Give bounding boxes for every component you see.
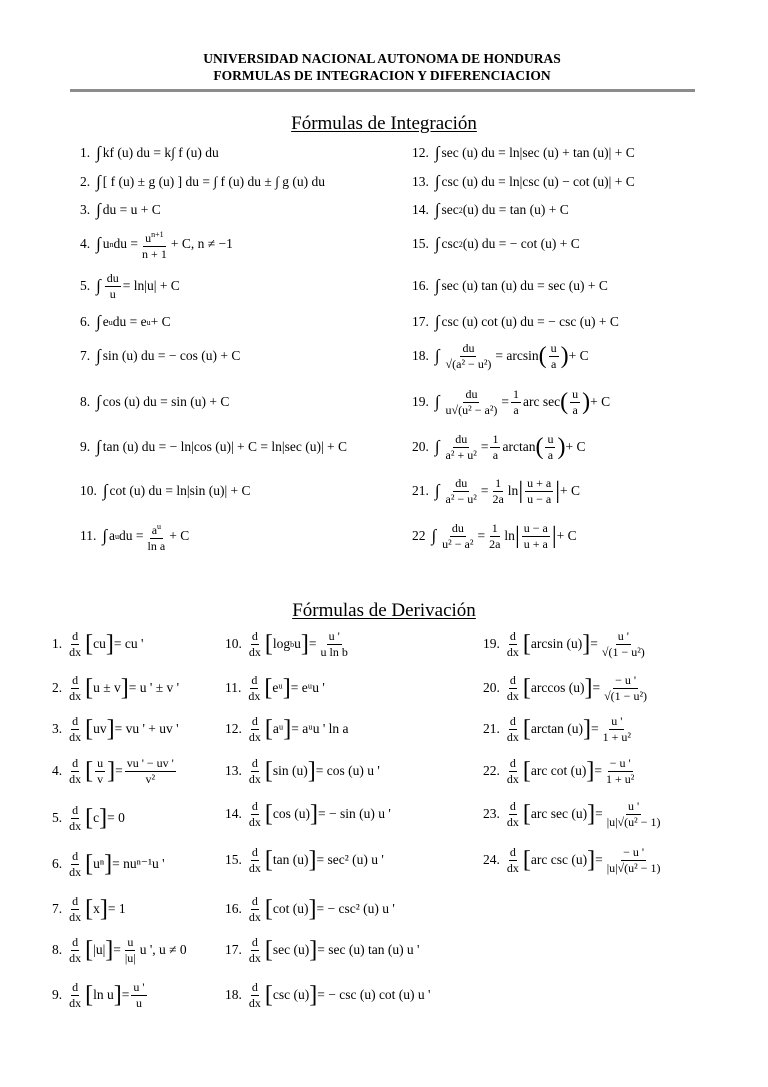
integral-formula-22: 22 ∫ $\frac{du}{\text{u² − a²}}$ = $\frac{1}{2a}$ ln | $\frac{u - a}{u + a}$ | + C (412, 520, 577, 551)
derivative-formula-13: 13. d dx [ sin (u) ] = cos (u) u ' (225, 755, 380, 786)
integral-formula-12: 12. ∫ sec (u) du = ln|sec (u) + tan (u)| + C (412, 143, 635, 162)
integral-formula-3: 3. ∫ du = u + C (80, 200, 161, 219)
derivative-formula-21: 21. d dx [ arctan (u) ] = $\frac{u '}{\text{1 + u²}}$ (483, 713, 631, 744)
integral-formula-13: 13. ∫ csc (u) du = ln|csc (u) − cot (u)| + C (412, 172, 635, 191)
header-university: UNIVERSIDAD NACIONAL AUTONOMA DE HONDURAS (203, 51, 561, 66)
derivative-formula-11: 11. d dx [ eᵘ ] = eᵘu ' (225, 672, 325, 703)
header-divider (70, 89, 695, 92)
derivative-formula-22: 22. d dx [ arc cot (u) ] = $\frac{- u '}{\text{1 + u²}}$ (483, 755, 635, 786)
derivative-formula-24: 24. d dx [ arc csc (u) ] = $\frac{- u '}{\text{|u|√(u² − 1)}}$ (483, 844, 661, 875)
integral-formula-19: 19. ∫ $\frac{du}{\text{u√(u² − a²)}}$ = $\frac{1}{a}$ arc sec ( $\frac{u}{a}$ ) + C (412, 386, 611, 417)
header-subject: FORMULAS DE INTEGRACION Y DIFERENCIACION (213, 68, 551, 83)
integral-formula-5: 5. ∫ $\frac{du}{u}$ = ln|u| + C (80, 270, 180, 301)
derivative-formula-2: 2. d dx [ u ± v ] = u ' ± v ' (52, 672, 180, 703)
derivative-formula-7: 7. d dx [ x ] = 1 (52, 893, 126, 924)
integral-formula-2: 2. ∫ [ f (u) ± g (u) ] du = ∫ f (u) du ± ∫ g (u) du (80, 172, 325, 191)
integral-formula-17: 17. ∫ csc (u) cot (u) du = − csc (u) + C (412, 312, 619, 331)
integral-formula-9: 9. ∫ tan (u) du = − ln|cos (u)| + C = ln|sec (u)| + C (80, 437, 348, 456)
derivative-formula-5: 5. d dx [ c ] = 0 (52, 802, 125, 833)
integral-formula-20: 20. ∫ $\frac{du}{\text{a² + u²}}$ = $\frac{1}{a}$ arctan ( $\frac{u}{a}$ ) + C (412, 431, 586, 462)
integral-formula-8: 8. ∫ cos (u) du = sin (u) + C (80, 392, 230, 411)
derivative-formula-6: 6. d dx [ uⁿ ] = nuⁿ⁻¹u ' (52, 848, 165, 879)
integral-formula-15: 15. ∫ csc 2 (u) du = − cot (u) + C (412, 234, 580, 253)
derivative-formula-8: 8. d dx [ |u| ] = $\frac{u}{|u|}$ u ', u ≠ 0 (52, 934, 187, 965)
integral-formula-21: 21. ∫ $\frac{du}{\text{a² − u²}}$ = $\frac{1}{2a}$ ln | $\frac{u + a}{u - a}$ | + C (412, 475, 581, 506)
document-header (70, 50, 694, 84)
derivative-formula-10: 10. d dx [ log b u ] = $\frac{u '}{\text{u ln b}}$ (225, 628, 348, 659)
integral-formula-1: 1. ∫ kf (u) du = k∫ f (u) du (80, 143, 219, 162)
derivative-formula-3: 3. d dx [ uv ] = vu ' + uv ' (52, 713, 179, 744)
derivative-formula-17: 17. d dx [ sec (u) ] = sec (u) tan (u) u ' (225, 934, 420, 965)
integral-formula-4: 4. ∫ u n du = $\frac{u^{n+1}}{n + 1}$ + C, n ≠ −1 (80, 229, 233, 261)
derivative-formula-4: 4. d dx [ $\frac{u}{v}$ ] = $\frac{vu ' - uv '}{\text{v²}}$ (52, 755, 174, 786)
integral-formula-16: 16. ∫ sec (u) tan (u) du = sec (u) + C (412, 276, 608, 295)
derivative-formula-16: 16. d dx [ cot (u) ] = − csc² (u) u ' (225, 893, 395, 924)
derivative-formula-15: 15. d dx [ tan (u) ] = sec² (u) u ' (225, 844, 384, 875)
derivative-formula-23: 23. d dx [ arc sec (u) ] = $\frac{u '}{\text{|u|√(u² − 1)}}$ (483, 798, 661, 829)
derivative-formula-12: 12. d dx [ aᵘ ] = aᵘu ' ln a (225, 713, 349, 744)
derivative-formula-20: 20. d dx [ arccos (u) ] = $\frac{- u '}{\text{√(1 − u²)}}$ (483, 672, 648, 703)
integration-section-title: Fórmulas de Integración (291, 113, 477, 134)
integral-formula-18: 18. ∫ $\frac{du}{\text{√(a² − u²)}}$ = arcsin ( $\frac{u}{a}$ ) + C (412, 340, 589, 371)
integral-formula-10: 10. ∫ cot (u) du = ln|sin (u)| + C (80, 481, 251, 500)
integral-formula-11: 11. ∫ a u du = $\frac{a^u}{\text{ln a}}$ + C (80, 521, 190, 553)
integral-formula-14: 14. ∫ sec 2 (u) du = tan (u) + C (412, 200, 569, 219)
derivative-formula-9: 9. d dx [ ln u ] = $\frac{u '}{u}$ (52, 979, 145, 1010)
derivative-formula-18: 18. d dx [ csc (u) ] = − csc (u) cot (u) u ' (225, 979, 431, 1010)
integral-formula-6: 6. ∫ e u du = e u + C (80, 312, 171, 331)
derivative-formula-1: 1. d dx [ cu ] = cu ' (52, 628, 144, 659)
derivation-section-title: Fórmulas de Derivación (292, 600, 476, 621)
integral-formula-7: 7. ∫ sin (u) du = − cos (u) + C (80, 346, 241, 365)
derivative-formula-14: 14. d dx [ cos (u) ] = − sin (u) u ' (225, 798, 391, 829)
derivative-formula-19: 19. d dx [ arcsin (u) ] = $\frac{u '}{\text{√(1 − u²)}}$ (483, 628, 645, 659)
